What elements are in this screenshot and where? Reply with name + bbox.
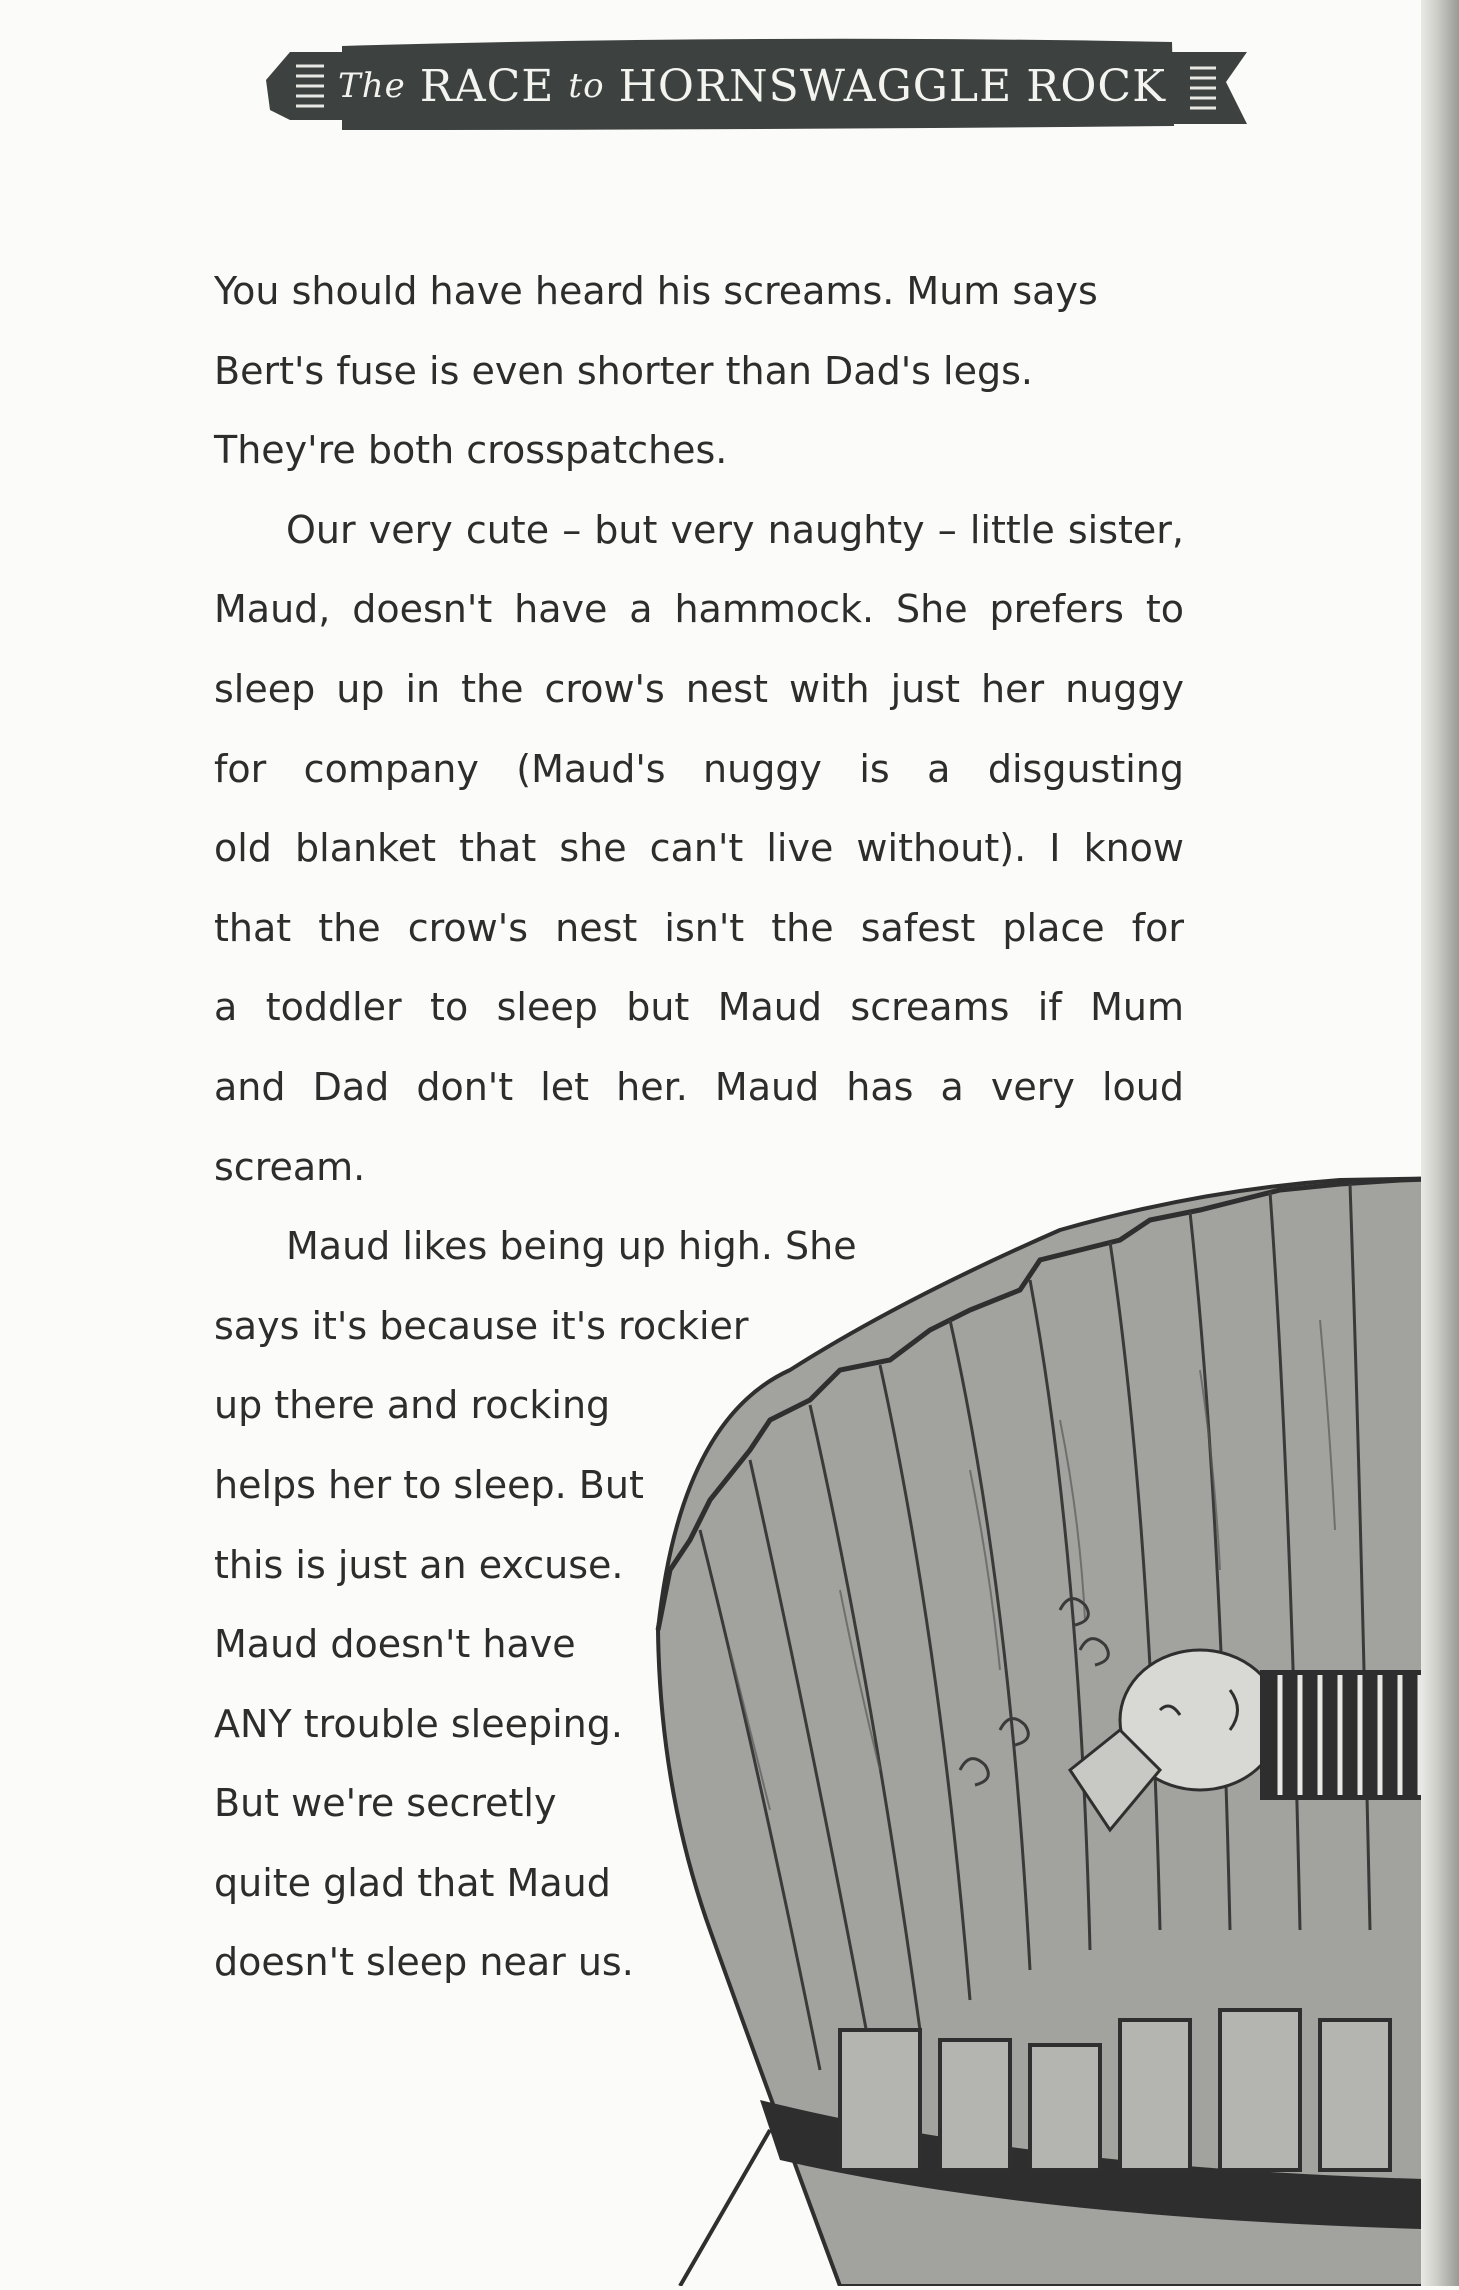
text-line: Maud, doesn't have a hammock. She prefers to <box>214 587 1184 632</box>
running-header-banner <box>262 30 1252 140</box>
text-line: sleep up in the crow's nest with just her nuggy <box>214 666 1184 711</box>
text-line: quite glad that Maud <box>214 1860 611 1905</box>
text-line: and Dad don't let her. Maud has a very loud <box>214 1064 1184 1109</box>
text-line: a toddler to sleep but Maud screams if Mum <box>214 985 1184 1030</box>
page-spine-edge <box>1421 0 1459 2286</box>
running-header-title <box>338 56 1166 116</box>
text-line: Our very cute – but very naughty – little sister, <box>286 507 1184 552</box>
text-line: says it's because it's rockier <box>214 1303 749 1348</box>
text-line: ANY trouble sleeping. <box>214 1701 623 1746</box>
crows-nest-barrel-icon <box>640 1170 1459 2286</box>
header-the: The <box>338 66 406 106</box>
text-line: Bert's fuse is even shorter than Dad's legs. <box>214 348 1033 393</box>
paragraph-1 <box>214 252 1184 491</box>
text-line: But we're secretly <box>214 1781 557 1826</box>
header-to: to <box>568 66 605 106</box>
text-line: doesn't sleep near us. <box>214 1940 634 1985</box>
paragraph-2 <box>214 491 1184 1207</box>
header-hornswaggle: HORNSWAGGLE <box>618 60 1013 112</box>
crows-nest-illustration <box>640 1170 1459 2286</box>
text-line: for company (Maud's nuggy is a disgusting <box>214 746 1184 791</box>
text-line: scream. <box>214 1144 366 1189</box>
text-line: this is just an excuse. <box>214 1542 624 1587</box>
text-line: old blanket that she can't live without). I know <box>214 826 1184 871</box>
text-line: up there and rocking <box>214 1383 611 1428</box>
text-line: They're both crosspatches. <box>214 428 728 473</box>
header-rock: ROCK <box>1026 60 1166 112</box>
text-line: Maud likes being up high. She <box>286 1224 857 1269</box>
header-race: RACE <box>419 60 555 112</box>
text-line: that the crow's nest isn't the safest place for <box>214 905 1184 950</box>
text-line: You should have heard his screams. Mum says <box>214 269 1098 313</box>
text-line: helps her to sleep. But <box>214 1462 644 1507</box>
text-line: Maud doesn't have <box>214 1622 576 1667</box>
